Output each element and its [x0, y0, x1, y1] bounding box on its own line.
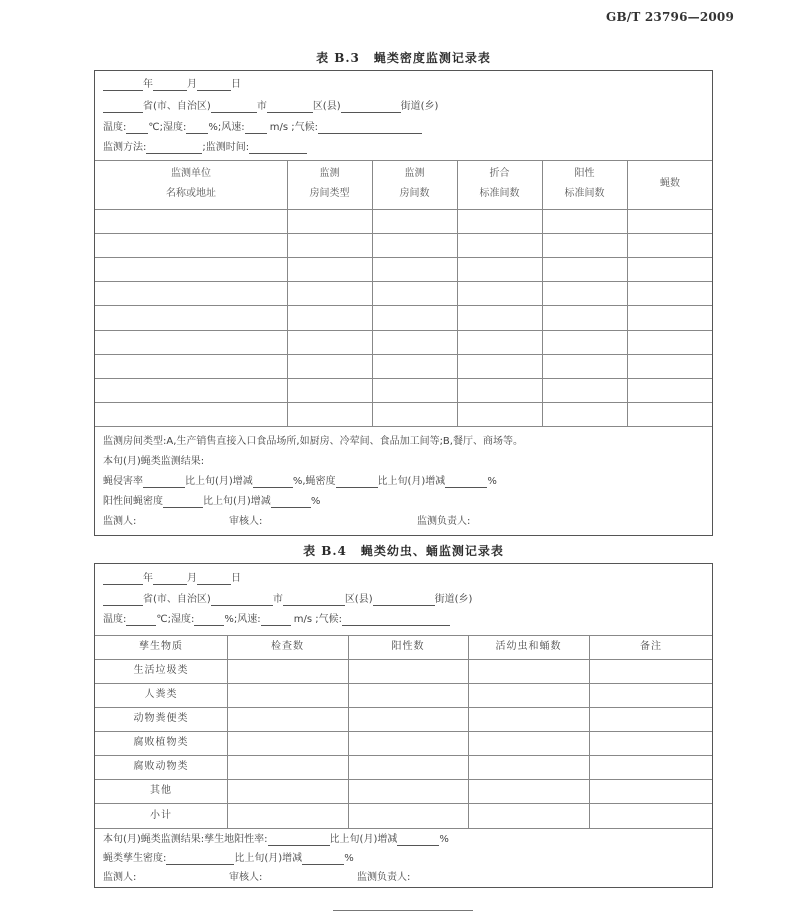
- b4-header-substance: 孳生物质: [139, 641, 183, 652]
- b3-positive-density-label: 阳性间蝇密度: [103, 496, 163, 507]
- b3-humidity-label: ℃;湿度:: [148, 122, 187, 133]
- b4-temp-field[interactable]: [126, 615, 156, 626]
- b3-change-label: 比上旬(月)增减: [203, 496, 271, 507]
- header-line: 监测: [319, 168, 340, 179]
- header-line: 监测: [404, 168, 425, 179]
- table-b4-title: 蝇类幼虫、蛹监测记录表: [360, 544, 504, 558]
- b4-day-label: 日: [231, 573, 241, 584]
- b4-location-line: [103, 594, 472, 606]
- b4-result-line: [103, 834, 449, 846]
- table-b3-number: 表 B.3: [316, 51, 360, 65]
- b4-year-label: 年: [143, 573, 153, 584]
- b4-row-label: 小计: [150, 810, 172, 821]
- b4-row-label: 其他: [150, 785, 172, 796]
- b4-density-line: [103, 853, 354, 865]
- b4-header-positive: 阳性数: [391, 641, 425, 652]
- b3-grid-line: [95, 330, 712, 331]
- table-b3-title: 蝇类密度监测记录表: [373, 51, 491, 65]
- table-b4-number: 表 B.4: [303, 544, 347, 558]
- b3-month-field[interactable]: [153, 80, 187, 91]
- b3-grid-line: [95, 281, 712, 282]
- b4-month-field[interactable]: [153, 574, 187, 585]
- b3-grid-line: [95, 257, 712, 258]
- b3-weather-line: [103, 122, 422, 134]
- b4-grid-bottom: [95, 828, 712, 829]
- b4-result-label: 本旬(月)蝇类监测结果:孳生地阳性率:: [103, 834, 268, 845]
- b4-row-label: 腐败植物类: [133, 737, 189, 748]
- header-line: 折合: [489, 168, 510, 179]
- b3-reviewer: 审核人:: [229, 516, 263, 527]
- b4-percent-label: %: [439, 834, 449, 845]
- b4-district-label: 区(县): [344, 594, 373, 605]
- b4-row-label: 动物粪便类: [133, 713, 189, 724]
- b3-street-label: 街道(乡): [400, 101, 439, 112]
- b3-density-field[interactable]: [336, 477, 378, 488]
- b3-method-label: 监测方法:: [103, 142, 147, 153]
- b4-change-label: 比上旬(月)增减: [234, 853, 303, 864]
- b3-method-field[interactable]: [146, 143, 202, 154]
- b3-result-label: 本旬(月)蝇类监测结果:: [103, 456, 205, 467]
- b3-day-label: 日: [231, 79, 241, 90]
- b3-change-label: 比上旬(月)增减: [185, 476, 253, 487]
- b3-month-label: 月: [187, 79, 197, 90]
- b4-col-divider: [468, 635, 469, 828]
- b3-header-std-rooms: [457, 164, 542, 204]
- b3-province-label: 省(市、自治区): [143, 101, 211, 112]
- b4-district-field[interactable]: [283, 595, 345, 606]
- b3-header-room-type: [287, 164, 372, 204]
- header-line: 房间类型: [309, 188, 350, 199]
- b3-district-label: 区(县): [312, 101, 341, 112]
- b3-day-field[interactable]: [197, 80, 231, 91]
- b3-percent-label: %: [310, 496, 321, 507]
- b4-city-field[interactable]: [211, 595, 273, 606]
- b4-temp-label: 温度:: [103, 614, 127, 625]
- b3-header-unit: [95, 164, 287, 204]
- header-line: 阳性: [574, 168, 595, 179]
- b4-rate-change-field[interactable]: [397, 835, 439, 846]
- b3-header-positive-rooms: [542, 164, 627, 204]
- b3-climate-field[interactable]: [318, 123, 422, 134]
- b4-humidity-label: ℃;湿度:: [156, 614, 195, 625]
- b4-province-field[interactable]: [103, 595, 143, 606]
- header-line: 蝇数: [660, 178, 680, 189]
- b3-header-room-count: [372, 164, 457, 204]
- b4-weather-line: [103, 614, 450, 626]
- b3-positive-change-field[interactable]: [271, 497, 311, 508]
- b4-percent-label: %: [344, 853, 354, 864]
- b3-temp-label: 温度:: [103, 122, 127, 133]
- b3-change-label: 比上旬(月)增减: [377, 476, 446, 487]
- b4-col-divider: [589, 635, 590, 828]
- b3-grid-line: [95, 378, 712, 379]
- b4-province-label: 省(市、自治区): [143, 594, 211, 605]
- b3-climate-label: m/s ;气候:: [269, 122, 319, 133]
- b3-wind-field[interactable]: [245, 123, 267, 134]
- b4-humidity-field[interactable]: [194, 615, 224, 626]
- b4-city-label: 市: [272, 594, 283, 605]
- b3-monitor-person: 监测人:: [103, 516, 137, 527]
- standard-number: GB/T 23796—2009: [606, 10, 735, 24]
- b4-monitor-person: 监测人:: [103, 872, 137, 883]
- end-rule: [333, 910, 473, 911]
- b3-grid-line: [95, 305, 712, 306]
- b4-density-label: 蝇类孳生密度:: [103, 853, 167, 864]
- b3-header-fly-count: [627, 174, 713, 194]
- header-line: 房间数: [399, 188, 430, 199]
- b3-date-line: [103, 79, 241, 91]
- b3-method-line: [103, 142, 307, 154]
- b4-month-label: 月: [187, 573, 197, 584]
- b3-grid-line: [95, 402, 712, 403]
- header-line: 名称或地址: [166, 188, 216, 199]
- b4-change-label: 比上旬(月)增减: [329, 834, 398, 845]
- b3-temp-field[interactable]: [126, 123, 148, 134]
- b3-humidity-field[interactable]: [186, 123, 208, 134]
- b3-time-field[interactable]: [249, 143, 307, 154]
- b4-year-field[interactable]: [103, 574, 143, 585]
- b4-supervisor: 监测负责人:: [357, 872, 411, 883]
- header-line: 监测单位: [171, 168, 211, 179]
- b4-day-field[interactable]: [197, 574, 231, 585]
- b3-district-field[interactable]: [267, 102, 313, 113]
- b3-street-field[interactable]: [341, 102, 401, 113]
- b4-date-line: [103, 573, 241, 585]
- b3-col-divider: [627, 160, 628, 426]
- b4-wind-field[interactable]: [261, 615, 291, 626]
- b4-climate-label: m/s ;气候:: [293, 614, 343, 625]
- table-b3-caption: [0, 49, 807, 66]
- table-b4-caption: [0, 542, 807, 559]
- b3-invasion-field[interactable]: [143, 477, 185, 488]
- b4-reviewer: 审核人:: [229, 872, 263, 883]
- b3-grid-line: [95, 209, 712, 210]
- b4-header-remarks: 备注: [640, 641, 662, 652]
- b4-street-label: 街道(乡): [434, 594, 473, 605]
- b4-climate-field[interactable]: [342, 615, 450, 626]
- b4-row-label: 腐败动物类: [133, 761, 189, 772]
- b3-supervisor: 监测负责人:: [417, 516, 471, 527]
- b3-percent-label: %: [487, 476, 497, 487]
- b3-location-line: [103, 101, 438, 113]
- b3-time-label: ;监测时间:: [202, 142, 250, 153]
- b3-wind-label: %;风速:: [208, 122, 245, 133]
- b3-year-label: 年: [143, 79, 153, 90]
- b3-invasion-label: 蝇侵害率: [103, 476, 143, 487]
- header-line: 标准间数: [564, 188, 605, 199]
- b4-density-field[interactable]: [166, 854, 234, 865]
- b3-grid-line: [95, 354, 712, 355]
- b3-grid-top: [95, 160, 712, 161]
- b4-density-change-field[interactable]: [302, 854, 344, 865]
- b3-year-field[interactable]: [103, 80, 143, 91]
- b3-positive-density-line: [103, 496, 320, 508]
- b4-street-field[interactable]: [373, 595, 435, 606]
- b4-header-checked: 检查数: [271, 641, 304, 652]
- b3-grid-bottom: [95, 426, 712, 427]
- b4-row-label: 生活垃圾类: [133, 665, 189, 676]
- b3-room-type-note: 监测房间类型:A,生产销售直接入口食品场所,如厨房、冷荤间、食品加工间等;B,餐厅、商场等。: [103, 436, 523, 447]
- b4-row-label: 人粪类: [144, 689, 178, 700]
- b4-col-divider: [348, 635, 349, 828]
- b4-positive-rate-field[interactable]: [268, 835, 330, 846]
- b3-city-label: 市: [256, 101, 267, 112]
- b3-province-field[interactable]: [103, 102, 143, 113]
- table-b3: [94, 70, 713, 536]
- b3-invasion-change-field[interactable]: [253, 477, 293, 488]
- b4-col-divider: [227, 635, 228, 828]
- table-b4: [94, 563, 713, 888]
- b3-grid-line: [95, 233, 712, 234]
- b3-density-label: %,蝇密度: [292, 476, 336, 487]
- b4-header-larvae: 活幼虫和蛹数: [495, 641, 562, 652]
- header-line: 标准间数: [479, 188, 520, 199]
- b3-positive-density-field[interactable]: [163, 497, 203, 508]
- b3-density-change-field[interactable]: [445, 477, 487, 488]
- b3-city-field[interactable]: [211, 102, 257, 113]
- b4-wind-label: %;风速:: [224, 614, 261, 625]
- b3-invasion-line: [103, 476, 497, 488]
